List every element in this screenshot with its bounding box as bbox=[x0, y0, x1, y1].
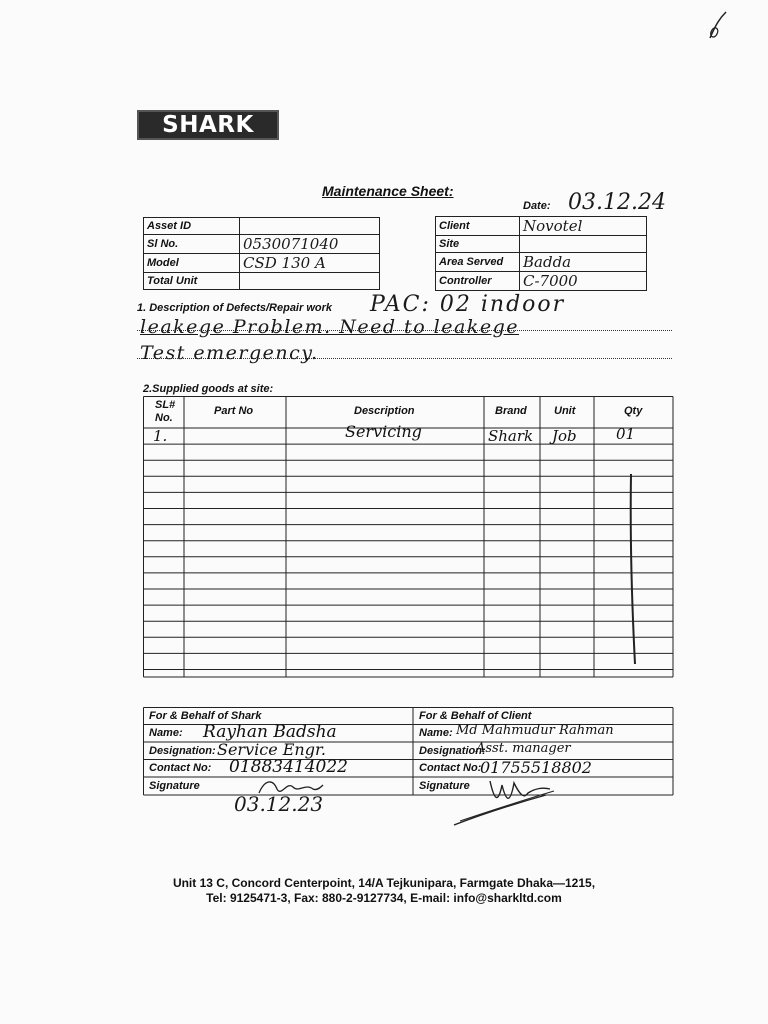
shark-sign-date: 03.12.23 bbox=[234, 792, 324, 816]
defects-label: 1. Description of Defects/Repair work bbox=[137, 302, 332, 314]
client-label: Area Served bbox=[436, 253, 520, 272]
date-value: 03.12.24 bbox=[568, 190, 666, 215]
client-field-label: Name: bbox=[419, 727, 453, 739]
asset-value: CSD 130 A bbox=[240, 254, 380, 273]
goods-header: Qty bbox=[624, 405, 643, 417]
client-value: Novotel bbox=[520, 217, 647, 236]
sheet-title: Maintenance Sheet: bbox=[322, 183, 454, 199]
shark-field-label: Designation: bbox=[149, 744, 216, 757]
goods-header: Description bbox=[354, 405, 415, 417]
footer-address: Unit 13 C, Concord Centerpoint, 14/A Tejkunipara, Farmgate Dhaka—1215, bbox=[172, 876, 596, 890]
shark-field-value: Rayhan Badsha bbox=[203, 722, 337, 742]
goods-header: Unit bbox=[554, 405, 576, 417]
client-signature-mark bbox=[450, 775, 560, 830]
client-table bbox=[435, 216, 647, 291]
client-field-label: Signature bbox=[419, 779, 470, 792]
goods-label: 2.Supplied goods at site: bbox=[143, 383, 274, 395]
goods-header: Part No bbox=[214, 405, 254, 417]
asset-label: Asset ID bbox=[144, 218, 240, 235]
asset-label: Sl No. bbox=[144, 235, 240, 254]
goods-cell: 01 bbox=[616, 425, 636, 443]
date-label: Date: bbox=[523, 200, 551, 212]
client-field-label: Designation: bbox=[419, 744, 486, 757]
goods-header: Brand bbox=[495, 405, 527, 417]
client-value bbox=[520, 236, 647, 253]
shark-field-value: 01883414022 bbox=[229, 757, 348, 777]
client-label: Controller bbox=[436, 272, 520, 291]
client-label: Client bbox=[436, 217, 520, 236]
asset-label: Total Unit bbox=[144, 273, 240, 290]
client-field-label: Contact No: bbox=[419, 762, 482, 774]
goods-cell: Servicing bbox=[345, 422, 422, 441]
qty-dittostroke bbox=[631, 474, 635, 664]
goods-cell: Shark bbox=[488, 427, 534, 445]
client-field-value: Md Mahmudur Rahman bbox=[456, 723, 614, 738]
defects-line-2: leakege Problem. Need to leakege bbox=[140, 316, 519, 338]
asset-value bbox=[240, 218, 380, 235]
client-field-value: 01755518802 bbox=[480, 758, 592, 777]
footer-contact: Tel: 9125471-3, Fax: 880-2-9127734, E-mail: info@sharkltd.com bbox=[206, 891, 562, 905]
shark-signature-mark bbox=[255, 775, 325, 801]
asset-value bbox=[240, 273, 380, 290]
corner-tick-icon bbox=[708, 10, 728, 40]
client-value: C-7000 bbox=[520, 272, 647, 291]
client-field-value: Asst. manager bbox=[476, 740, 571, 756]
defects-line-3: Test emergency. bbox=[140, 342, 319, 364]
asset-value: 0530071040 bbox=[240, 235, 380, 254]
shark-field-label: Signature bbox=[149, 779, 200, 792]
shark-logo: SHARK bbox=[137, 110, 279, 140]
goods-cell: 1. bbox=[153, 427, 168, 445]
asset-label: Model bbox=[144, 254, 240, 273]
client-value: Badda bbox=[520, 253, 647, 272]
shark-field-value: Service Engr. bbox=[217, 739, 326, 759]
client-label: Site bbox=[436, 236, 520, 253]
shark-field-label: Name: bbox=[149, 727, 183, 739]
defects-line-1: PAC: 02 indoor bbox=[370, 292, 566, 317]
client-header: For & Behalf of Client bbox=[419, 710, 532, 722]
goods-header: SL# No. bbox=[155, 399, 176, 424]
shark-field-label: Contact No: bbox=[149, 762, 212, 774]
goods-cell: Job bbox=[552, 427, 577, 445]
shark-header: For & Behalf of Shark bbox=[149, 710, 262, 722]
asset-table bbox=[143, 217, 380, 290]
